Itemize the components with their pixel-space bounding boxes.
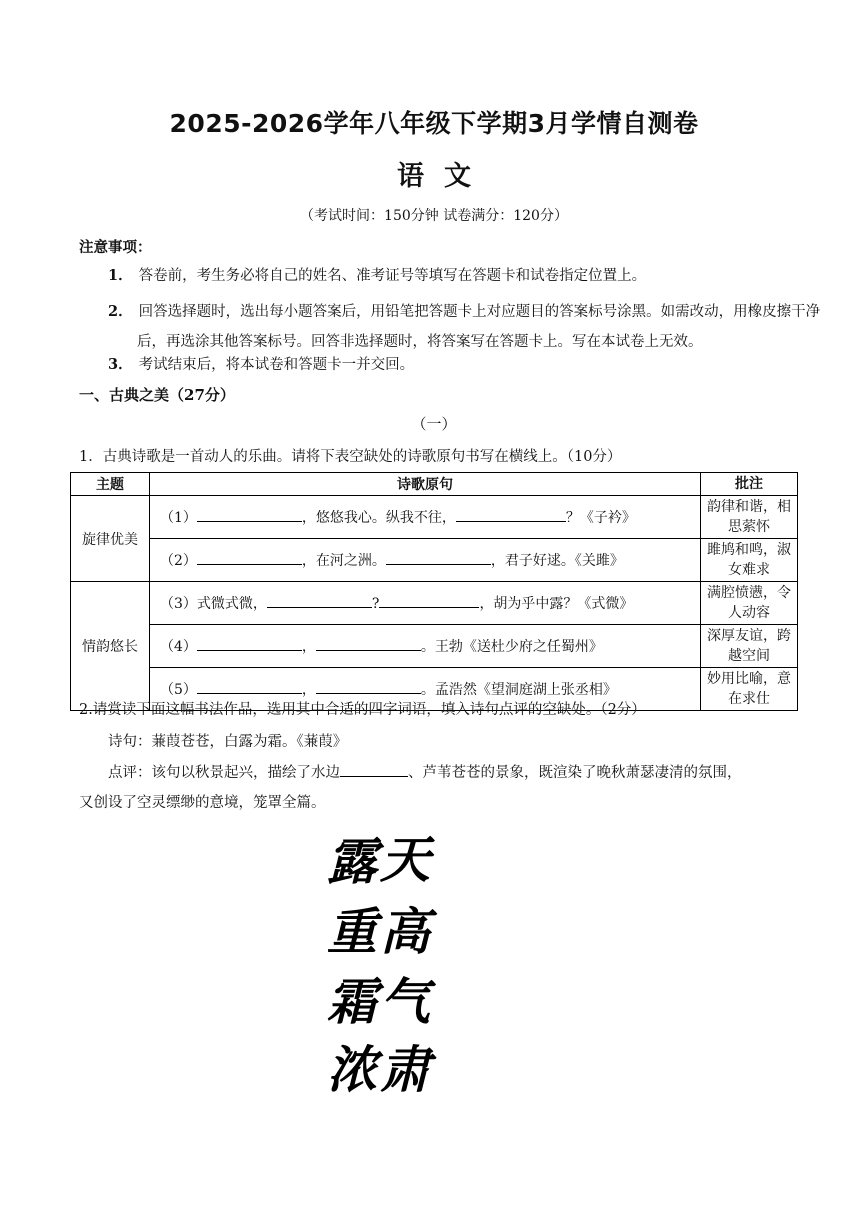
calligraphy-char: 肃: [380, 1040, 430, 1099]
note-cell: 妙用比喻，意在求仕: [701, 668, 798, 711]
question-1: 1．古典诗歌是一首动人的乐曲。请将下表空缺处的诗歌原句书写在横线上。（10分）: [79, 449, 622, 465]
calligraphy-char: 气: [380, 972, 430, 1031]
part-heading: （一）: [411, 415, 457, 433]
poem-table: [70, 472, 798, 711]
note-cell: 雎鸠和鸣，淑女难求: [701, 539, 798, 582]
answer-blank[interactable]: [386, 550, 491, 565]
theme-cell: 旋律优美: [71, 496, 150, 582]
answer-blank[interactable]: [340, 762, 408, 777]
answer-blank[interactable]: [197, 679, 302, 694]
theme-cell: 情韵悠长: [71, 582, 150, 711]
note-cell: 深厚友谊，跨越空间: [701, 625, 798, 668]
answer-blank[interactable]: [197, 636, 302, 651]
notice-item-2: [108, 297, 827, 357]
verse-cell: （1） ，悠悠我心。纵我不往， ？《子衿》: [150, 496, 701, 539]
verse-cell: （5） ， 。孟浩然《望洞庭湖上张丞相》: [150, 668, 701, 711]
section-heading: 一、古典之美（27分）: [79, 386, 235, 404]
question-2: 2.请赏读下面这幅书法作品，选用其中合适的四字词语，填入诗句点评的空缺处。（2分）: [79, 702, 646, 718]
notice-item-3: [108, 355, 793, 375]
answer-blank[interactable]: [456, 507, 566, 522]
table-header: 批注: [701, 473, 798, 496]
exam-time-info: （考试时间：150分钟 试卷满分：120分）: [300, 208, 568, 224]
calligraphy-char: 重: [327, 902, 377, 961]
notice-text: 答卷前，考生务必将自己的姓名、准考证号等填写在答题卡和试卷指定位置上。: [138, 268, 647, 284]
verse-cell: （3）式微式微， ? ，胡为乎中露？《式微》: [150, 582, 701, 625]
notice-num: 2．: [108, 303, 133, 320]
calligraphy-char: 高: [380, 902, 430, 961]
table-row: [71, 582, 798, 625]
answer-blank[interactable]: [197, 550, 302, 565]
answer-blank[interactable]: [316, 679, 421, 694]
calligraphy-char: 露: [327, 832, 377, 891]
note-cell: 满腔愤懑，令人动容: [701, 582, 798, 625]
subject-title: [0, 154, 868, 193]
table-row: [71, 539, 798, 582]
note-cell: 韵律和谐，相思萦怀: [701, 496, 798, 539]
calligraphy-char: 霜: [327, 972, 377, 1031]
subject-char-1: 语: [397, 161, 424, 192]
table-row: [71, 496, 798, 539]
answer-blank[interactable]: [316, 636, 421, 651]
answer-blank[interactable]: [197, 507, 302, 522]
exam-title: 2025-2026学年八年级下学期3月学情自测卷: [169, 109, 699, 138]
answer-blank[interactable]: [379, 593, 479, 608]
comment-line-2: 又创设了空灵缥缈的意境，笼罩全篇。: [79, 795, 326, 811]
calligraphy-char: 浓: [327, 1040, 377, 1099]
table-header: 主题: [71, 473, 150, 496]
table-header: 诗歌原句: [150, 473, 701, 496]
answer-blank[interactable]: [267, 593, 372, 608]
notice-num: 1．: [108, 267, 133, 284]
notice-text: 回答选择题时，选出每小题答案后，用铅笔把答题卡上对应题目的答案标号涂黑。如需改动，用橡皮擦干净后，再选涂其他答案标号。回答非选择题时，将答案写在答题卡上。写在本试卷上无效。: [137, 304, 821, 350]
calligraphy-char: 天: [380, 830, 430, 889]
notice-item-1: [108, 266, 793, 286]
subject-char-2: 文: [444, 161, 471, 192]
verse-cell: （4） ， 。王勃《送杜少府之任蜀州》: [150, 625, 701, 668]
verse-cell: （2） ，在河之洲。 ，君子好逑。《关雎》: [150, 539, 701, 582]
comment-line: 点评：该句以秋景起兴，描绘了水边 、芦苇苍苍的景象，既渲染了晚秋萧瑟凄清的氛围，: [108, 761, 742, 782]
notice-num: 3．: [108, 356, 133, 373]
notice-text: 考试结束后，将本试卷和答题卡一并交回。: [138, 357, 415, 373]
notice-heading: 注意事项：: [79, 239, 152, 256]
poem-line: 诗句：蒹葭苍苍，白露为霜。《蒹葭》: [108, 734, 348, 750]
table-row: [71, 625, 798, 668]
